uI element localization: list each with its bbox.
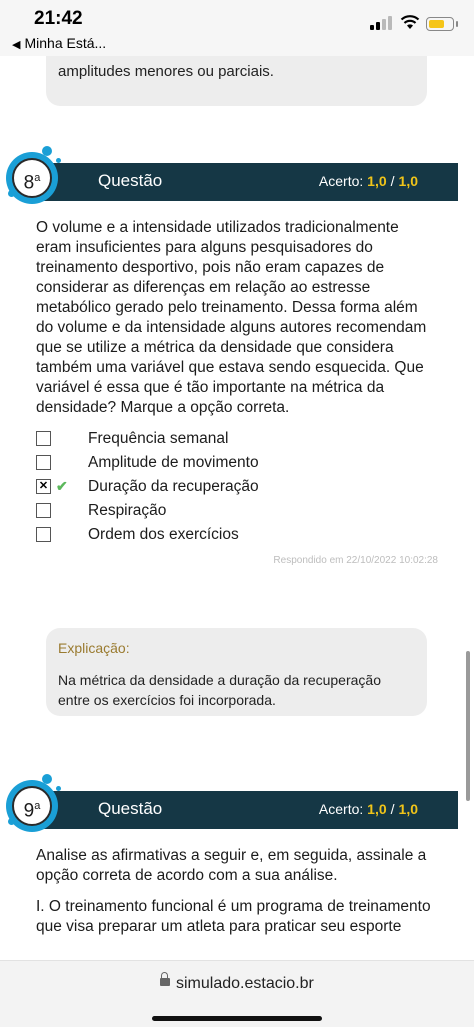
- browser-url-bar[interactable]: [0, 960, 474, 1027]
- back-to-app-link[interactable]: [12, 35, 106, 51]
- scrollbar[interactable]: [466, 651, 470, 801]
- option-checkbox[interactable]: [36, 455, 51, 470]
- badge-dot: [42, 774, 52, 784]
- question-number: 8: [23, 172, 35, 194]
- previous-tail-text: amplitudes menores ou parciais.: [58, 63, 274, 80]
- score-display: Acerto: 1,0 / 1,0: [318, 173, 418, 189]
- url-text: simulado.estacio.br: [176, 975, 314, 992]
- explanation-box: [46, 628, 427, 716]
- badge-dot: [8, 818, 15, 825]
- answered-timestamp: Respondido em 22/10/2022 10:02:28: [273, 555, 438, 566]
- option-5[interactable]: [36, 526, 436, 546]
- option-label: Ordem dos exercícios: [88, 526, 239, 543]
- option-3[interactable]: [36, 478, 436, 498]
- badge-dot: [8, 190, 15, 197]
- option-2[interactable]: [36, 454, 436, 474]
- option-label: Frequência semanal: [88, 430, 229, 447]
- lock-icon: [160, 978, 170, 986]
- option-checkbox[interactable]: [36, 431, 51, 446]
- score-label: Acerto:: [318, 173, 364, 189]
- question-page: [0, 56, 474, 960]
- option-label: Respiração: [88, 502, 167, 519]
- signal-icon: [370, 16, 392, 30]
- wifi-icon: [400, 14, 420, 30]
- question-8-text: O volume e a intensidade utilizados tradicionalmente eram insuficientes para alguns pesquisadores do treinamento desportivo, pois não eram capazes de considerar as diferenças em relação ao estresse metabólico gerado pelo treinamento. Dessa forma além do volume e da intensidade alguns autores recomendam que se utilize a métrica da densidade que considera também uma variável que estava sendo esquecida. Que variável é essa que é tão importante na métrica da densidade? Marque a opção correta.: [36, 219, 427, 416]
- question-label: Questão: [98, 171, 163, 190]
- status-bar: [0, 0, 474, 56]
- badge-dot: [56, 786, 61, 791]
- question-number-badge: [6, 152, 58, 204]
- question-number-suffix: a: [34, 172, 41, 184]
- score-display: Acerto: 1,0 / 1,0: [318, 801, 418, 817]
- explanation-text: Na métrica da densidade a duração da recuperação entre os exercícios foi incorporada.: [58, 672, 381, 708]
- question-label: Questão: [98, 799, 163, 818]
- question-9-text: Analise as afirmativas a seguir e, em seguida, assinale a opção correta de acordo com a sua análise.: [36, 847, 427, 884]
- clock: 21:42: [34, 8, 83, 29]
- option-checkbox-checked[interactable]: ✕: [36, 479, 51, 494]
- score-value: 1,0: [367, 801, 387, 817]
- score-max: 1,0: [398, 801, 418, 817]
- option-label: Amplitude de movimento: [88, 454, 259, 471]
- previous-explanation-box: [46, 56, 427, 106]
- badge-dot: [42, 146, 52, 156]
- question-number-badge: [6, 780, 58, 832]
- question-9-header: [0, 780, 474, 836]
- question-8-header: [0, 152, 474, 208]
- correct-check-icon: ✔: [56, 478, 68, 494]
- score-label: Acerto:: [318, 801, 364, 817]
- score-value: 1,0: [367, 173, 387, 189]
- back-app-label: Minha Está...: [24, 35, 107, 51]
- question-header-bar: [32, 163, 458, 201]
- question-number-suffix: a: [34, 800, 41, 812]
- option-checkbox[interactable]: [36, 503, 51, 518]
- explanation-title: Explicação:: [58, 640, 130, 656]
- option-1[interactable]: [36, 430, 436, 450]
- question-header-bar: [32, 791, 458, 829]
- question-number: 9: [23, 800, 35, 822]
- badge-dot: [56, 158, 61, 163]
- question-9-statement-1: I. O treinamento funcional é um programa de treinamento que visa preparar um atleta para praticar seu esporte: [36, 898, 431, 935]
- back-arrow-icon: ◀: [12, 39, 21, 51]
- battery-icon: [426, 17, 454, 31]
- option-4[interactable]: [36, 502, 436, 522]
- option-checkbox[interactable]: [36, 527, 51, 542]
- score-max: 1,0: [398, 173, 418, 189]
- option-label: Duração da recuperação: [88, 478, 259, 495]
- home-indicator[interactable]: [152, 1016, 322, 1021]
